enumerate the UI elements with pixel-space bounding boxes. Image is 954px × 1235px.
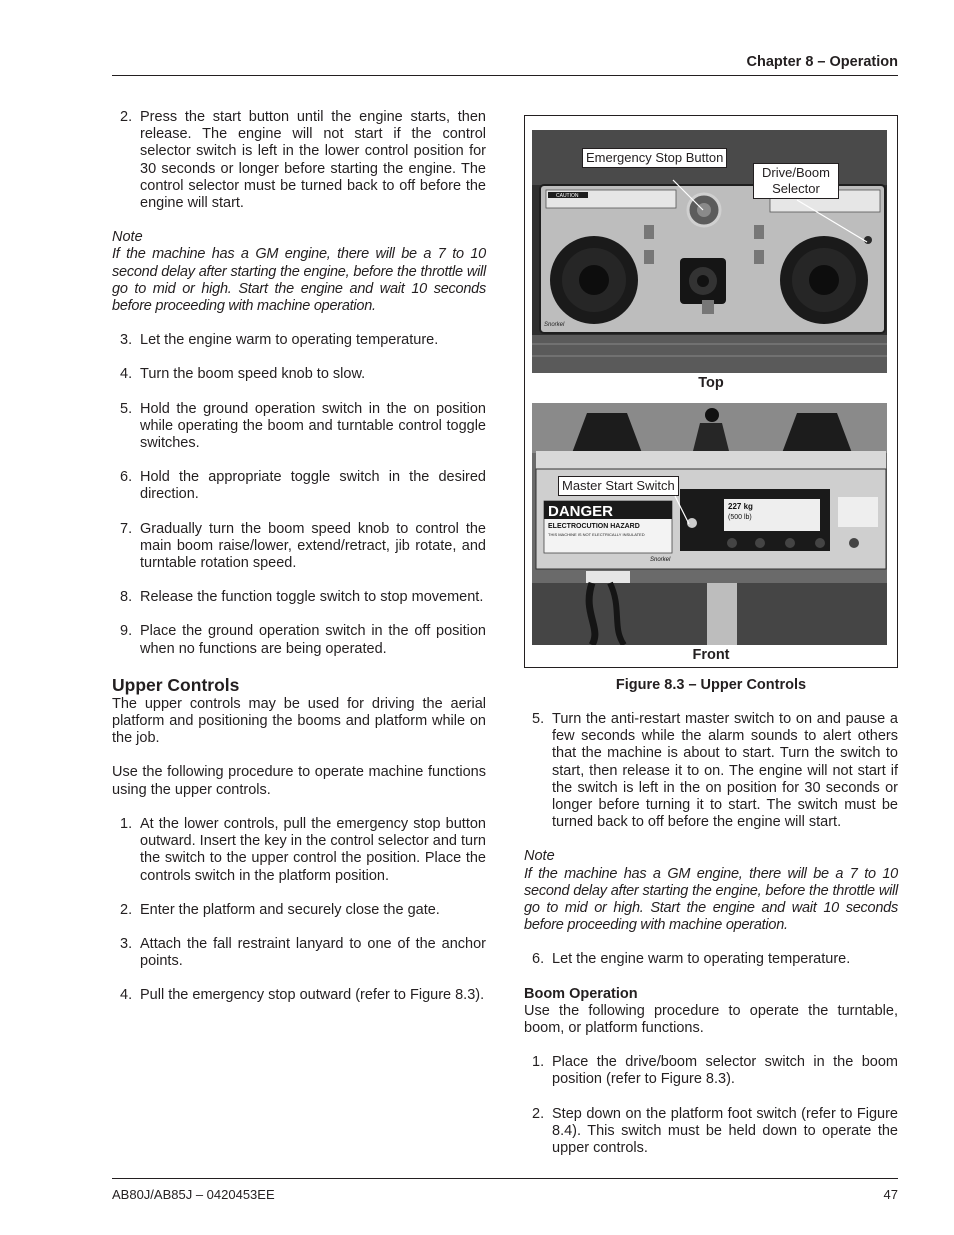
chapter-title: Chapter 8 – Operation [746,54,898,70]
note-label: Note [524,848,555,865]
step-item [524,951,898,968]
step-item [112,902,486,919]
header-rule [112,75,898,76]
section-heading-upper-controls: Upper Controls [112,674,240,695]
front-brand-decal-text: Snorkel [650,557,671,563]
step-number: 4. [120,366,133,383]
step-text: Release the function toggle switch to stop movement. [140,589,484,606]
step-number: 6. [532,951,545,968]
step-text: Place the drive/boom selector switch in the boom position (refer to Figure 8.3). [552,1054,898,1088]
callout-master-start-switch: Master Start Switch [558,476,679,496]
step-text: At the lower controls, pull the emergency stop button outward. Insert the key in the control selector and turn the switch to the upper control the position. Place the controls switch in the platform position. [140,815,486,884]
step-text: Enter the platform and securely close the gate. [140,901,440,918]
step-number: 8. [120,589,133,606]
step-number: 2. [120,109,133,125]
step-item [112,469,486,503]
step-item [112,623,486,657]
page-number: 47 [883,1187,898,1202]
callout-drive-boom-selector: Drive/Boom Selector [753,163,839,199]
note-text: If the machine has a GM engine, there will be a 7 to 10 second delay after starting the engine, before the throttle will go to mid or high. Start the engine and wait 10 seconds before proceeding with machine operation. [524,865,898,934]
step-number: 9. [120,623,133,640]
step-text: Step down on the platform foot switch (refer to Figure 8.4). This switch must be held down to operate the upper controls. [552,1105,898,1157]
paragraph: Use the following procedure to operate machine functions using the upper controls. [112,764,486,798]
note-text: If the machine has a GM engine, there will be a 7 to 10 second delay after starting the engine, before the throttle will go to mid or high. Start the engine and wait 10 seconds before proceeding with machine operation. [112,246,486,315]
step-text: Hold the appropriate toggle switch in the desired direction. [140,469,486,503]
step-item [112,987,486,1004]
step-item [524,1106,898,1158]
capacity-lb-text: (500 lb) [728,514,752,521]
step-item [112,332,486,349]
step-number: 1. [532,1054,545,1071]
step-number: 5. [120,400,133,417]
step-number: 6. [120,469,133,486]
danger-decal-text: DANGER [548,503,614,520]
capacity-kg-text: 227 kg [728,502,753,511]
step-item [112,936,486,970]
step-item [524,711,898,831]
step-text: Let the engine warm to operating temperature. [140,332,439,349]
step-item [112,401,486,453]
step-text: Turn the anti-restart master switch to on and pause a few seconds while the alarm sounds to alert others that the machine is about to start. Turn the switch to start, then release it to on. The engine will not start if the switch is left in the on position for 30 seconds or longer before turning it to start. The switch must be turned back to off before the engine will start. [552,711,898,831]
step-text: Pull the emergency stop outward (refer to Figure 8.3). [140,987,485,1004]
callout-leader-line-master [525,116,897,546]
step-number: 3. [120,332,133,349]
photo-label-top: Top [698,375,724,391]
step-text: Press the start button until the engine starts, then release. The engine will not start if the control selector switch is left in the lower control position for 30 seconds or longer before starting the engine. The control selector must be turned back to off before the engine will start. [140,109,486,212]
photo-label-front: Front [692,647,730,663]
figure-8-3-frame [524,115,898,668]
step-text: Place the ground operation switch in the off position when no functions are being operated. [140,623,486,657]
footer-doc-id: AB80J/AB85J – 0420453EE [112,1187,275,1202]
step-number: 2. [532,1105,545,1122]
note-label: Note [112,229,143,246]
step-text: Let the engine warm to operating temperature. [552,951,851,968]
brand-decal-text: Snorkel [544,322,565,328]
step-item [112,816,486,885]
step-number: 3. [120,935,133,952]
hazard-decal-text: ELECTROCUTION HAZARD [548,523,640,530]
step-number: 7. [120,520,133,537]
callout-emergency-stop-button: Emergency Stop Button [582,148,727,168]
footer-rule [112,1178,898,1179]
right-column [524,711,898,1174]
step-item [524,1054,898,1088]
step-number: 1. [120,815,133,832]
step-text: Turn the boom speed knob to slow. [140,366,366,383]
step-item [112,109,486,212]
step-number: 2. [120,901,133,918]
step-item [112,521,486,573]
paragraph: The upper controls may be used for driving the aerial platform and positioning the booms and platform while on the job. [112,695,486,747]
step-item [112,589,486,606]
step-text: Hold the ground operation switch in the on position while operating the boom and turntable control toggle switches. [140,400,486,452]
step-number: 5. [532,711,545,727]
paragraph: Use the following procedure to operate the turntable, boom, or platform functions. [524,1002,898,1037]
step-text: Gradually turn the boom speed knob to control the main boom raise/lower, extend/retract, jib rotate, and turntable rotation speed. [140,520,486,572]
step-item [112,366,486,383]
step-text: Attach the fall restraint lanyard to one of the anchor points. [140,935,486,970]
figure-caption: Figure 8.3 – Upper Controls [615,677,807,693]
left-column [112,109,486,1022]
caution-decal-text: CAUTION [556,193,579,199]
step-number: 4. [120,987,133,1004]
section-heading-boom-operation: Boom Operation [524,985,638,1002]
insulation-decal-text: THIS MACHINE IS NOT ELECTRICALLY INSULATED [548,532,645,537]
